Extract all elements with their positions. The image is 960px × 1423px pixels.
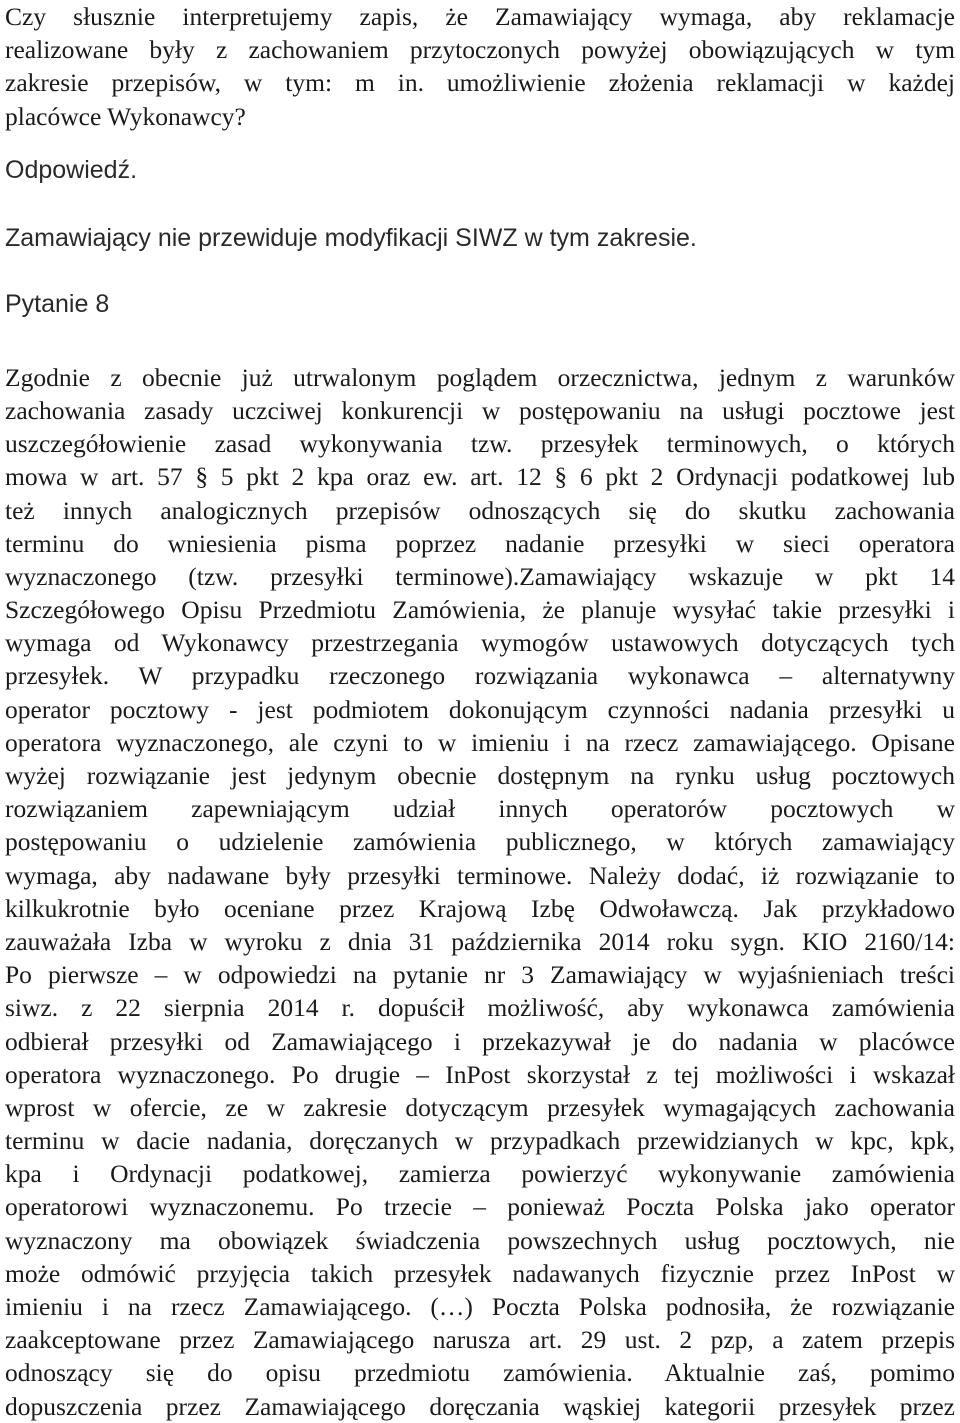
text-line: siwz. z 22 sierpnia 2014 r. dopuścił możliwość, aby wykonawca zamówienia: [5, 993, 955, 1023]
text-line: dopuszczenia przez Zamawiającego doręczania wąskiej kategorii przesyłek przez: [5, 1391, 955, 1421]
question-heading: Pytanie 8: [5, 289, 110, 318]
text-line: postępowaniu o udzielenie zamówienia publicznego, w których zamawiający: [5, 827, 955, 857]
text-line: zaakceptowane przez Zamawiającego narusza art. 29 ust. 2 pzp, a zatem przepis: [5, 1325, 955, 1355]
text-line: operatorowi wyznaczonemu. Po trzecie – ponieważ Poczta Polska jako operator: [5, 1192, 955, 1222]
text-line: zachowania zasady uczciwej konkurencji w postępowaniu na usługi pocztowe jest: [5, 395, 955, 425]
text-line: odnoszący się do opisu przedmiotu zamówienia. Aktualnie zaś, pomimo: [5, 1358, 955, 1388]
text-line: operatora wyznaczonego. Po drugie – InPost skorzystał z tej możliwości i wskazał: [5, 1059, 955, 1089]
answer-text: Zamawiający nie przewiduje modyfikacji SIWZ w tym zakresie.: [5, 223, 697, 252]
text-line: imieniu i na rzecz Zamawiającego. (…) Poczta Polska podnosiła, że rozwiązanie: [5, 1292, 955, 1321]
text-line: Zgodnie z obecnie już utrwalonym poglądem orzecznictwa, jednym z warunków: [5, 362, 955, 392]
text-line: mowa w art. 57 § 5 pkt 2 kpa oraz ew. art. 12 § 6 pkt 2 Ordynacji podatkowej lub: [5, 462, 955, 492]
text-line: Szczegółowego Opisu Przedmiotu Zamówienia, że planuje wysyłać takie przesyłki i: [5, 595, 955, 625]
text-line: wprost w ofercie, ze w zakresie dotyczącym przesyłek wymagających zachowania: [5, 1092, 955, 1122]
text-line: kpa i Ordynacji podatkowej, zamierza powierzyć wykonywanie zamówienia: [5, 1159, 955, 1189]
text-line: też innych analogicznych przepisów odnoszących się do skutku zachowania: [5, 495, 955, 525]
text-line: Czy słusznie interpretujemy zapis, że Zamawiający wymaga, aby reklamacje: [5, 2, 955, 31]
text-line: wyznaczonego (tzw. przesyłki terminowe).Zamawiający wskazuje w pkt 14: [5, 561, 955, 591]
text-line: wymaga, aby nadawane były przesyłki terminowe. Należy dodać, iż rozwiązanie to: [5, 860, 955, 890]
text-line: zakresie przepisów, w tym: m in. umożliwienie złożenia reklamacji w każdej: [5, 68, 955, 98]
text-line: przesyłek. W przypadku rzeczonego rozwiązania wykonawca – alternatywny: [5, 661, 955, 691]
text-line: zauważała Izba w wyroku z dnia 31 października 2014 roku sygn. KIO 2160/14:: [5, 926, 955, 956]
text-line: wymaga od Wykonawcy przestrzegania wymogów ustawowych dotyczących tych: [5, 628, 955, 658]
text-line: terminu w dacie nadania, doręczanych w przypadkach przewidzianych w kpc, kpk,: [5, 1126, 955, 1156]
text-line: może odmówić przyjęcia takich przesyłek nadawanych fizycznie przez InPost w: [5, 1258, 955, 1288]
text-line: terminu do wniesienia pisma poprzez nadanie przesyłki w sieci operatora: [5, 528, 955, 558]
text-line: wyżej rozwiązanie jest jedynym obecnie dostępnym na rynku usług pocztowych: [5, 761, 955, 790]
text-line: realizowane były z zachowaniem przytoczonych powyżej obowiązujących w tym: [5, 35, 955, 65]
question-paragraph: [5, 0, 955, 133]
answer-heading: Odpowiedź.: [5, 155, 138, 184]
text-line: operatora wyznaczonego, ale czyni to w imieniu i na rzecz zamawiającego. Opisane: [5, 727, 955, 757]
question-body: [5, 361, 955, 1423]
text-line: wyznaczony ma obowiązek świadczenia powszechnych usług pocztowych, nie: [5, 1225, 955, 1255]
text-line: rozwiązaniem zapewniającym udział innych operatorów pocztowych w: [5, 794, 955, 824]
text-line: odbierał przesyłki od Zamawiającego i przekazywał je do nadania w placówce: [5, 1026, 955, 1056]
text-line: operator pocztowy - jest podmiotem dokonującym czynności nadania przesyłki u: [5, 694, 955, 724]
text-line: uszczegółowienie zasad wykonywania tzw. przesyłek terminowych, o których: [5, 429, 955, 459]
document-page: [5, 0, 955, 1423]
text-line: placówce Wykonawcy?: [5, 101, 246, 131]
text-line: kilkukrotnie było oceniane przez Krajową Izbę Odwoławczą. Jak przykładowo: [5, 893, 955, 923]
text-line: Po pierwsze – w odpowiedzi na pytanie nr 3 Zamawiający w wyjaśnieniach treści: [5, 960, 955, 990]
